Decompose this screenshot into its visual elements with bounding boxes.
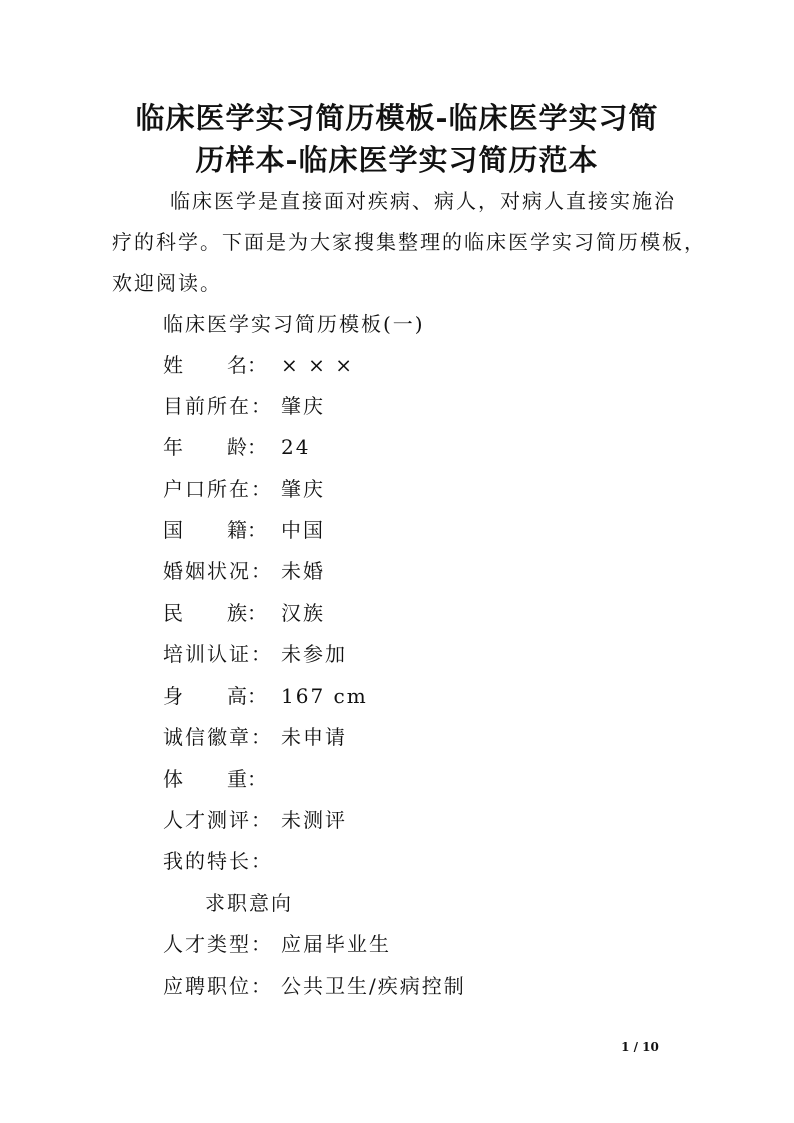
field-row-integrity-badge — [163, 717, 347, 758]
field-row-current-location — [163, 386, 325, 427]
field-value: 未测评 — [281, 808, 347, 832]
field-value: 肇庆 — [281, 394, 325, 418]
section-heading-job-intention: 求职意向 — [205, 891, 293, 915]
field-value: 汉族 — [281, 601, 325, 625]
field-label: 婚姻状况： — [163, 559, 273, 583]
field-label: 培训认证： — [163, 642, 273, 666]
field-row-ethnicity — [163, 593, 325, 634]
field-label: 人才类型： — [163, 932, 273, 956]
field-row-height — [163, 676, 368, 717]
field-value: × × × — [281, 353, 354, 377]
field-label: 身 高： — [163, 684, 267, 708]
section-heading-template-1: 临床医学实习简历模板(一) — [163, 312, 425, 336]
field-row-household-location — [163, 469, 325, 510]
field-label: 应聘职位： — [163, 974, 273, 998]
field-label: 姓 名： — [163, 353, 267, 377]
field-row-applied-position — [163, 966, 466, 1007]
field-label: 民 族： — [163, 601, 267, 625]
field-row-name — [163, 345, 354, 386]
intro-paragraph-line-1: 临床医学是直接面对疾病、病人，对病人直接实施治 — [170, 189, 676, 213]
page-number: 1 / 10 — [621, 1040, 659, 1054]
field-value: 未申请 — [281, 725, 347, 749]
field-row-talent-type — [163, 924, 391, 965]
field-row-training-certification — [163, 634, 347, 675]
field-row-age — [163, 427, 310, 468]
field-label: 国 籍： — [163, 518, 267, 542]
field-value: 167 cm — [281, 684, 368, 708]
document-title-line-2: 历样本-临床医学实习简历范本 — [195, 143, 599, 177]
field-value: 应届毕业生 — [281, 932, 391, 956]
field-row-talent-assessment — [163, 800, 347, 841]
intro-paragraph-line-2: 疗的科学。下面是为大家搜集整理的临床医学实习简历模板， — [112, 230, 706, 254]
field-label: 户口所在： — [163, 477, 273, 501]
field-label: 年 龄： — [163, 435, 267, 459]
intro-paragraph-line-3: 欢迎阅读。 — [112, 271, 222, 295]
field-value: 公共卫生/疾病控制 — [281, 974, 466, 998]
field-row-weight — [163, 759, 281, 800]
field-row-marital-status — [163, 551, 325, 592]
field-label: 体 重： — [163, 767, 267, 791]
field-label: 我的特长： — [163, 849, 273, 873]
field-value: 肇庆 — [281, 477, 325, 501]
field-label: 目前所在： — [163, 394, 273, 418]
field-value: 未婚 — [281, 559, 325, 583]
document-title-line-1: 临床医学实习简历模板-临床医学实习简 — [135, 101, 659, 135]
field-row-nationality — [163, 510, 325, 551]
field-value: 24 — [281, 435, 311, 459]
field-value: 未参加 — [281, 642, 347, 666]
field-row-specialty — [163, 841, 281, 882]
field-value: 中国 — [281, 518, 325, 542]
field-label: 诚信徽章： — [163, 725, 273, 749]
field-label: 人才测评： — [163, 808, 273, 832]
